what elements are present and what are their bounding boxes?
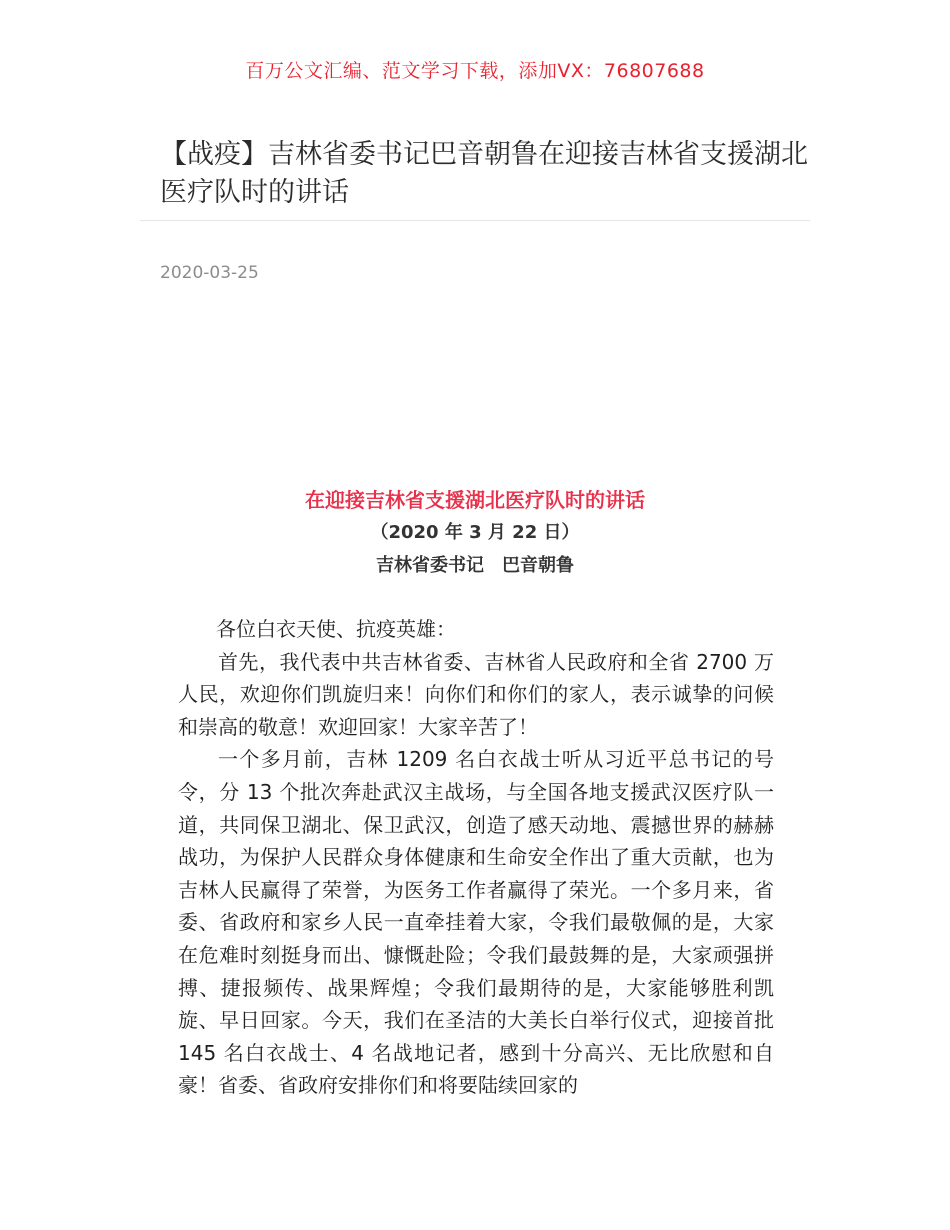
speech-salutation: 各位白衣天使、抗疫英雄：	[216, 617, 456, 641]
watermark-banner: 百万公文汇编、范文学习下载，添加VX：76807688	[245, 60, 705, 82]
speech-date: （2020 年 3 月 22 日）	[370, 522, 580, 543]
speech-paragraph: 一个多月前，吉林 1209 名白衣战士听从习近平总书记的号令，分 13 个批次奔赴武汉主战场，与全国各地支援武汉医疗队一道，共同保卫湖北、保卫武汉，创造了感天动地、震撼世界的赫赫战功，为保护人民群众身体健康和生命安全作出了重大贡献，也为吉林人民赢得了荣誉，为医务工作者赢得了荣光。一个多月来，省委、省政府和家乡人民一直牵挂着大家，令我们最敬佩的是，大家在危难时刻挺身而出、慷慨赴险；令我们最鼓舞的是，大家顽强拼搏、捷报频传、战果辉煌；令我们最期待的是，大家能够胜利凯旋、早日回家。今天，我们在圣洁的大美长白举行仪式，迎接首批 145 名白衣战士、4 名战地记者，感到十分高兴、无比欣慰和自豪！省委、省政府安排你们和将要陆续回家的	[178, 747, 774, 1098]
article-title: 【战疫】吉林省委书记巴音朝鲁在迎接吉林省支援湖北医疗队时的讲话	[160, 139, 808, 208]
speech-body	[178, 613, 774, 1102]
speech-paragraph: 首先，我代表中共吉林省委、吉林省人民政府和全省 2700 万人民，欢迎你们凯旋归来！向你们和你们的家人，表示诚挚的问候和崇高的敬意！欢迎回家！大家辛苦了！	[178, 649, 774, 739]
title-divider	[140, 220, 810, 221]
publish-date: 2020-03-25	[160, 263, 259, 283]
speech-author: 吉林省委书记 巴音朝鲁	[376, 555, 574, 576]
speech-header	[0, 484, 950, 582]
speech-title: 在迎接吉林省支援湖北医疗队时的讲话	[305, 488, 645, 512]
